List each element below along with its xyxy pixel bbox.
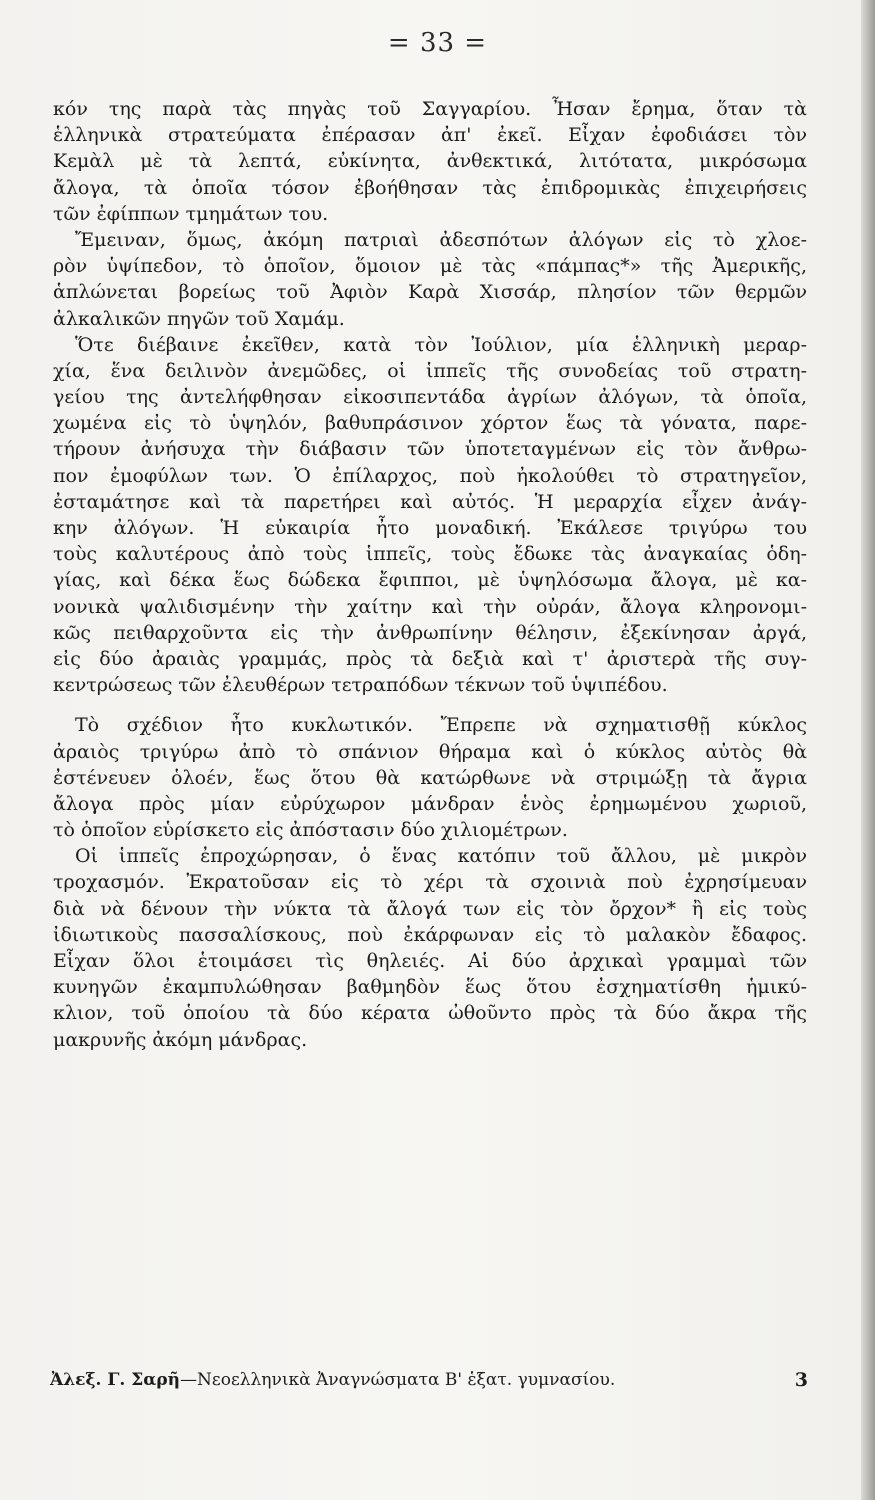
- text-line: Τὸ σχέδιον ἦτο κυκλωτικόν. Ἔπρεπε νὰ σχηματισθῇ κύκλος: [75, 714, 807, 737]
- text-line: χωμένα εἰς τὸ ὑψηλόν, βαθυπράσινον χόρτον ἕως τὰ γόνατα, παρε-: [53, 412, 807, 435]
- text-line: Ὅτε διέβαινε ἐκεῖθεν, κατὰ τὸν Ἰούλιον, μία ἑλληνικὴ μεραρ-: [75, 333, 807, 356]
- text-line: ρὸν ὑψίπεδον, τὸ ὁποῖον, ὅμοιον μὲ τὰς «πάμπας*» τῆς Ἀμερικῆς,: [53, 255, 807, 278]
- text-line: ἰδιωτικοὺς πασσαλίσκους, ποὺ ἐκάρφωναν εἰς τὸ μαλακὸν ἔδαφος.: [53, 923, 807, 946]
- signature-mark: 3: [794, 1369, 808, 1391]
- text-line: κεντρώσεως τῶν ἐλευθέρων τετραπόδων τέκνων τοῦ ὑψιπέδου.: [53, 674, 668, 697]
- body-text: [53, 96, 807, 1053]
- text-line: μακρυνῆς ἀκόμη μάνδρας.: [53, 1028, 308, 1051]
- text-line: κλιον, τοῦ ὁποίου τὰ δύο κέρατα ὠθοῦντο πρὸς τὰ δύο ἄκρα τῆς: [53, 1002, 807, 1025]
- text-line: τήρουν ἀνήσυχα τὴν διάβασιν τῶν ὑποτεταγμένων εἰς τὸν ἄνθρω-: [53, 438, 807, 461]
- text-line: εἰς δύο ἀραιὰς γραμμάς, πρὸς τὰ δεξιὰ καὶ τ' ἀριστερὰ τῆς συγ-: [53, 647, 807, 670]
- text-line: γείου της ἀντελήφθησαν εἰκοσιπεντάδα ἀγρίων ἀλόγων, τὰ ὁποῖα,: [53, 386, 807, 409]
- text-line: νονικὰ ψαλιδισμένην τὴν χαίτην καὶ τὴν οὐράν, ἄλογα κληρονομι-: [53, 595, 807, 618]
- paragraph: [53, 843, 807, 1053]
- text-line: κόν της παρὰ τὰς πηγὰς τοῦ Σαγγαρίου. Ἦσαν ἔρημα, ὅταν τὰ: [53, 98, 807, 120]
- text-line: Κεμὰλ μὲ τὰ λεπτά, εὐκίνητα, ἀνθεκτικά, λιτότατα, μικρόσωμα: [53, 150, 807, 173]
- text-line: ἑλληνικὰ στρατεύματα ἐπέρασαν ἀπ' ἐκεῖ. Εἶχαν ἐφοδιάσει τὸν: [53, 124, 807, 147]
- text-line: ἐσταμάτησε καὶ τὰ παρετήρει καὶ αὐτός. Ἡ μεραρχία εἶχεν ἀνάγ-: [53, 490, 807, 513]
- text-line: κην ἀλόγων. Ἡ εὐκαιρία ἦτο μοναδική. Ἐκάλεσε τριγύρω του: [53, 517, 807, 539]
- text-line: ἁπλώνεται βορείως τοῦ Ἀφιὸν Καρὰ Χισσάρ, πλησίον τῶν θερμῶν: [53, 281, 807, 304]
- text-line: τὸ ὁποῖον εὑρίσκετο εἰς ἀπόστασιν δύο χιλιομέτρων.: [53, 819, 568, 842]
- paragraph: [53, 227, 807, 332]
- text-line: χία, ἕνα δειλινὸν ἀνεμῶδες, οἱ ἱππεῖς τῆς συνοδείας τοῦ στρατη-: [53, 359, 807, 382]
- page-number: = 33 =: [387, 28, 488, 58]
- footer-author: Ἀλεξ. Γ. Σαρῆ: [50, 1370, 181, 1390]
- text-line: διὰ νὰ δένουν τὴν νύκτα τὰ ἄλογά των εἰς τὸν ὄρχον* ἢ εἰς τοὺς: [53, 897, 807, 920]
- text-line: ἀλκαλικῶν πηγῶν τοῦ Χαμάμ.: [53, 307, 345, 330]
- text-line: Οἱ ἱππεῖς ἐπροχώρησαν, ὁ ἕνας κατόπιν τοῦ ἄλλου, μὲ μικρὸν: [75, 845, 807, 868]
- text-line: ἄλογα πρὸς μίαν εὐρύχωρον μάνδραν ἑνὸς ἐρημωμένου χωριοῦ,: [53, 792, 807, 815]
- page-edge-shadow: [861, 0, 875, 1500]
- text-line: τῶν ἐφίππων τμημάτων του.: [53, 202, 329, 225]
- text-line: γίας, καὶ δέκα ἕως δώδεκα ἔφιπποι, μὲ ὑψηλόσωμα ἄλογα, μὲ κα-: [53, 569, 807, 592]
- text-line: ἀραιὸς τριγύρω ἀπὸ τὸ σπάνιον θήραμα καὶ ὁ κύκλος αὐτὸς θὰ: [53, 740, 807, 763]
- paragraph: [53, 96, 807, 227]
- text-line: ἐστένευεν ὁλοέν, ἕως ὅτου θὰ κατώρθωνε νὰ στριμώξῃ τὰ ἄγρια: [53, 766, 807, 789]
- paragraph: [53, 712, 807, 843]
- footer-book-title: —Νεοελληνικὰ Ἀναγνώσματα Β' ἑξατ. γυμνασίου.: [180, 1370, 616, 1390]
- text-line: κῶς πειθαρχοῦντα εἰς τὴν ἀνθρωπίνην θέλησιν, ἐξεκίνησαν ἀργά,: [53, 621, 807, 644]
- text-line: τοὺς καλυτέρους ἀπὸ τοὺς ἱππεῖς, τοὺς ἔδωκε τὰς ἀναγκαίας ὁδη-: [53, 543, 807, 566]
- text-line: Ἔμειναν, ὅμως, ἀκόμη πατριαὶ ἀδεσπότων ἀλόγων εἰς τὸ χλοε-: [75, 228, 807, 251]
- text-line: ἄλογα, τὰ ὁποῖα τόσον ἐβοήθησαν τὰς ἐπιδρομικὰς ἐπιχειρήσεις: [53, 176, 807, 199]
- text-line: κυνηγῶν ἐκαμπυλώθησαν βαθμηδὸν ἕως ὅτου ἐσχηματίσθη ἡμικύ-: [53, 976, 807, 999]
- footer: [50, 1366, 808, 1394]
- text-line: τροχασμόν. Ἐκρατοῦσαν εἰς τὸ χέρι τὰ σχοινιὰ ποὺ ἐχρησίμευαν: [53, 871, 807, 894]
- text-line: πον ἐμοφύλων των. Ὁ ἐπίλαρχος, ποὺ ἠκολούθει τὸ στρατηγεῖον,: [53, 464, 807, 487]
- paragraph: [53, 332, 807, 699]
- text-line: Εἶχαν ὅλοι ἑτοιμάσει τὶς θηλειές. Αἱ δύο ἀρχικαὶ γραμμαὶ τῶν: [53, 950, 807, 972]
- paragraph-gap: [53, 698, 807, 712]
